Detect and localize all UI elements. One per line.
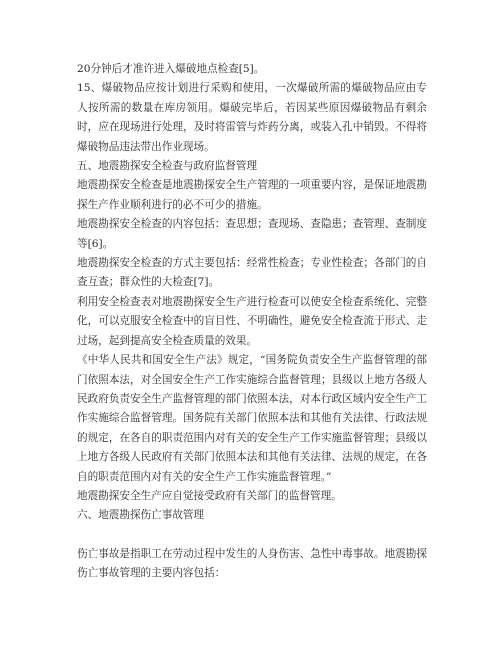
paragraph-casualty-definition: 伤亡事故是指职工在劳动过程中发生的人身伤害、急性中毒事故。地震勘探伤亡事故管理的主要内容包括：: [77, 547, 427, 580]
section-heading-5: 五、地震勘探安全检查与政府监督管理: [77, 160, 258, 173]
paragraph-checklist: 利用安全检查表对地震勘探安全生产进行检查可以使安全检查系统化、完整化，可以克服安全检查中的盲目性、不明确性，避免安全检查流于形式、走过场，起到提高安全检查质量的效果。: [77, 295, 427, 347]
paragraph-government-supervision: 地震勘探安全生产应自觉接受政府有关部门的监督管理。: [77, 489, 342, 502]
paragraph-inspection-methods: 地震勘探安全检查的方式主要包括：经常性检查；专业性检查；各部门的自查互查；群众性的大检查[7]。: [77, 257, 427, 289]
paragraph-spacer: [77, 526, 427, 545]
paragraph-safety-inspection: 地震勘探安全检查是地震勘探安全生产管理的一项重要内容，是保证地震勘探生产作业顺利进行的必不可少的措施。: [77, 179, 427, 211]
document-body: [77, 60, 427, 584]
paragraph-blast-wait: 20分钟后才准许进入爆破地点检查[5]。: [77, 63, 265, 75]
paragraph-item-15: 15、爆破物品应按计划进行采购和使用，一次爆破所需的爆破物品应由专人按所需的数量在库房领用。爆破完毕后，若因某些原因爆破物品有剩余时，应在现场进行处理，及时将雷管与炸药分离，或装入孔中销毁。不得将爆破物品违法带出作业现场。: [77, 82, 427, 153]
paragraph-safety-law: 《中华人民共和国安全生产法》规定，“国务院负责安全生产监督管理的部门依照本法，对全国安全生产工作实施综合监督管理；县级以上地方各级人民政府负责安全生产监督管理的部门依照本法，对本行政区域内安全生产工作实施综合监督管理。国务院有关部门依照本法和其他有关法律、行政法规的规定，在各自的职责范围内对有关的安全生产工作实施监督管理；县级以上地方各级人民政府有关部门依照本法和其他有关法律、法规的规定，在各自的职责范围内对有关的安全生产工作实施监督管理。”: [77, 354, 427, 483]
section-heading-6: 六、地震勘探伤亡事故管理: [77, 509, 205, 522]
paragraph-inspection-content: 地震勘探安全检查的内容包括：查思想；查现场、查隐患；查管理、查制度等[6]。: [77, 218, 427, 250]
